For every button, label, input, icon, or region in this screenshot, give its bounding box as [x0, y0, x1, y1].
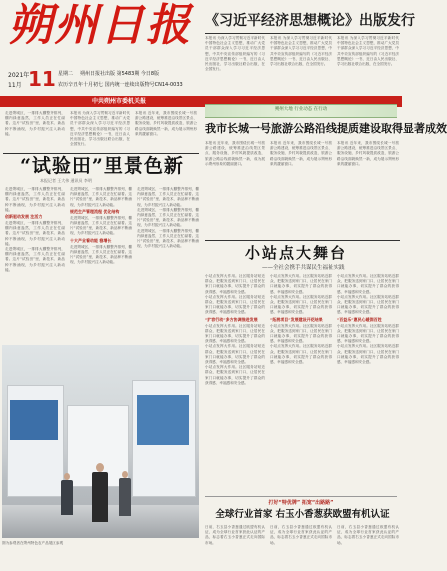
date-block: [8, 67, 198, 94]
road-story-headline[interactable]: 我市长城一号旅游公路沿线提质建设取得显著成效: [205, 122, 447, 135]
field-story-headline[interactable]: “试验田”里景色新: [20, 155, 184, 177]
photo-person-head: [96, 463, 104, 472]
station-subhead-2: “拓展项目”发展建设开花结果: [270, 316, 323, 322]
photo-person-head-2: [64, 473, 70, 480]
issue-info: 朔州日报社出版 第5483期 今日8版: [80, 71, 160, 77]
photo-person: [92, 472, 108, 522]
photo-person-3: [119, 478, 131, 516]
road-story-col3: 本报讯 近年来，我市围绕长城一号旅游公路建设，统筹推进沿线景区景点、服务设施、乡村风貌提质改造，旅游公路沿线面貌焕然一新，成为展示朔州形象的靓丽窗口。: [337, 141, 399, 166]
photo-caption: 图为参观者在朔州特色农产品展区参观: [2, 541, 64, 545]
station-story-col2: 小站点发挥大作用。社区服务站贴近群众，把服务送到家门口，让居民在家门口就能办事，切实提升了群众的获得感、幸福感和安全感。 小站点发挥大作用。社区服务站贴近群众，把服务送到家门口，让居民在家门口就能办事，切实提升了群众的获得感、幸福感和安全感。 “拓展项目”发展建设开花结果 小站点发挥大作用。社区服务站贴近群众，把服务送到家门口，让居民在家门口就能办事，切实提升了群众的获得感、幸福感和安全感。 小站点发挥大作用。社区服务站贴近群众，把服务送到家门口，让居民在家门口就能办事，切实提升了群众的获得感、幸福感和安全感。: [270, 274, 332, 365]
masthead-publisher: 中共朔州市委机关报: [92, 98, 147, 105]
photo-person-2: [61, 480, 73, 515]
field-story-col3: 走进朔城区，一排排大棚整齐排列，棚内绿意盎然，工作人员正在忙碌着。这片“试验田”里，新技术、新品种不断涌现，为乡村振兴注入新动能。 走进朔城区，一排排大棚整齐排列，棚内绿意盎然，工作人员正在忙碌着。这片“试验田”里，新技术、新品种不断涌现，为乡村振兴注入新动能。 走进朔城区，一排排大棚整齐排列，棚内绿意盎然，工作人员正在忙碌着。这片“试验田”里，新技术、新品种不断涌现，为乡村振兴注入新动能。: [137, 187, 199, 249]
divider: [205, 240, 400, 241]
station-story-col3: 小站点发挥大作用。社区服务站贴近群众，把服务送到家门口，让居民在家门口就能办事，切实提升了群众的获得感、幸福感和安全感。 小站点发挥大作用。社区服务站贴近群众，把服务送到家门口，让居民在家门口就能办事，切实提升了群众的获得感、幸福感和安全感。 “百益乐”惠民心暖润百姓 小站点发挥大作用。社区服务站贴近群众，把服务送到家门口，让居民在家门口就能办事，切实提升了群众的获得感、幸福感和安全感。 小站点发挥大作用。社区服务站贴近群众，把服务送到家门口，让居民在家门口就能办事，切实提升了群众的获得感、幸福感和安全感。: [337, 274, 399, 365]
world-story-kicker: 打好“特优牌” 拓宽“出路路”: [268, 500, 334, 506]
top-story-text-col2: 本报讯 为深入学习贯彻习近平新时代中国特色社会主义思想，推动广大党员干部群众深入学习习近平经济思想，中共中央宣传部组织编写的《习近平经济思想概论》一书，近日由人民出版社、学习出版社联合出版，在全国发行。: [270, 36, 332, 67]
newspaper-title: 朔州日报: [8, 0, 192, 51]
field-story-col1: 走进朔城区，一排排大棚整齐排列，棚内绿意盎然，工作人员正在忙碌着。这片“试验田”里，新技术、新品种不断涌现，为乡村振兴注入新动能。 创新驱动发展 注活力 走进朔城区，一排排大棚整齐排列，棚内绿意盎然，工作人员正在忙碌着。这片“试验田”里，新技术、新品种不断涌现，为乡村振兴注入新动能。 走进朔城区，一排排大棚整齐排列，棚内绿意盎然，工作人员正在忙碌着。这片“试验田”里，新技术、新品种不断涌现，为乡村振兴注入新动能。: [5, 187, 65, 272]
lunar-date: 农历辛丑年十月初七 国内统一连续出版物号CN14-0033: [58, 82, 183, 88]
station-story-headline[interactable]: 小站点大舞台: [245, 244, 348, 262]
field-subhead-1: 创新驱动发展 注活力: [5, 214, 43, 220]
field-subhead-3: 十大产业看动能 稳增长: [70, 237, 112, 243]
world-story-col2: 日前，右玉县小香葱通过欧盟有机认证，成为全球行业首家获此认证的产品，标志着右玉小香葱正式走向国际市场。: [270, 525, 332, 545]
left-intro-text: 走进朔城区，一排排大棚整齐排列，棚内绿意盎然，工作人员正在忙碌着。这片“试验田”里，新技术、新品种不断涌现，为乡村振兴注入新动能。: [5, 111, 65, 136]
field-story-col2: 走进朔城区，一排排大棚整齐排列，棚内绿意盎然，工作人员正在忙碌着。这片“试验田”里，新技术、新品种不断涌现，为乡村振兴注入新动能。 规范生产管理流程 优化结构 走进朔城区，一排排大棚整齐排列，棚内绿意盎然，工作人员正在忙碌着。这片“试验田”里，新技术、新品种不断涌现，为乡村振兴注入新动能。 十大产业看动能 稳增长 走进朔城区，一排排大棚整齐排列，棚内绿意盎然，工作人员正在忙碌着。这片“试验田”里，新技术、新品种不断涌现，为乡村振兴注入新动能。: [70, 187, 132, 265]
station-story-col1: 小站点发挥大作用。社区服务站贴近群众，把服务送到家门口，让居民在家门口就能办事，切实提升了群众的获得感、幸福感和安全感。 小站点发挥大作用。社区服务站贴近群众，把服务送到家门口，让居民在家门口就能办事，切实提升了群众的获得感、幸福感和安全感。 “扩容行动”多方协调推进发展 小站点发挥大作用。社区服务站贴近群众，把服务送到家门口，让居民在家门口就能办事，切实提升了群众的获得感、幸福感和安全感。 小站点发挥大作用。社区服务站贴近群众，把服务送到家门口，让居民在家门口就能办事，切实提升了群众的获得感、幸福感和安全感。 小站点发挥大作用。社区服务站贴近群众，把服务送到家门口，让居民在家门口就能办事，切实提升了群众的获得感、幸福感和安全感。: [205, 274, 265, 385]
green-banner-text: 朔州大地 行业动态 在行动: [274, 107, 328, 112]
issue-day: 11: [28, 67, 56, 91]
station-subhead-1: “扩容行动”多方协调推进发展: [205, 316, 258, 322]
top-story-text-col1: 本报讯 为深入学习贯彻习近平新时代中国特色社会主义思想，推动广大党员干部群众深入学习习近平经济思想，中共中央宣传部组织编写的《习近平经济思想概论》一书，近日由人民出版社、学习出版社联合出版，在全国发行。: [205, 36, 265, 72]
photo-person-head-3: [122, 471, 128, 478]
world-story-headline[interactable]: 全球行业首家 右玉小香葱获欧盟有机认证: [215, 509, 390, 520]
left-intro-text-3: 本报讯 近年来，我市围绕长城一号旅游公路建设，统筹推进沿线景区景点、服务设施、乡村风貌提质改造，旅游公路沿线面貌焕然一新，成为展示朔州形象的靓丽窗口。: [135, 111, 197, 136]
station-story-subheadline: ——全社会携手共谋民生福祉实践: [262, 265, 345, 271]
road-story-col2: 本报讯 近年来，我市围绕长城一号旅游公路建设，统筹推进沿线景区景点、服务设施、乡村风貌提质改造，旅游公路沿线面貌焕然一新，成为展示朔州形象的靓丽窗口。: [270, 141, 332, 166]
station-subhead-3: “百益乐”惠民心暖润百姓: [337, 316, 382, 322]
road-story-col1: 本报讯 近年来，我市围绕长城一号旅游公路建设，统筹推进沿线景区景点、服务设施、乡村风貌提质改造，旅游公路沿线面貌焕然一新，成为展示朔州形象的靓丽窗口。: [205, 141, 265, 166]
photo-display-panel: [10, 400, 58, 440]
field-story-byline: 本报记者 王大伟 通讯员 李明: [40, 178, 92, 183]
world-story-col1: 日前，右玉县小香葱通过欧盟有机认证，成为全球行业首家获此认证的产品，标志着右玉小香葱正式走向国际市场。: [205, 525, 265, 545]
issue-month: 11月: [8, 82, 22, 89]
left-intro-text-2: 本报讯 为深入学习贯彻习近平新时代中国特色社会主义思想，推动广大党员干部群众深入学习习近平经济思想，中共中央宣传部组织编写的《习近平经济思想概论》一书，近日由人民出版社、学习出版社联合出版，在全国发行。: [70, 111, 130, 147]
world-story-col3: 日前，右玉县小香葱通过欧盟有机认证，成为全球行业首家获此认证的产品，标志着右玉小香葱正式走向国际市场。: [337, 525, 399, 545]
top-headline[interactable]: 《习近平经济思想概论》出版发行: [205, 13, 415, 29]
news-photo: [2, 345, 199, 538]
issue-weekday: 星期二: [58, 71, 74, 77]
divider: [205, 33, 400, 34]
photo-display-panel-right: [137, 395, 189, 445]
issue-year: 2021年: [8, 72, 30, 79]
divider: [205, 496, 397, 497]
top-story-text-col3: 本报讯 为深入学习贯彻习近平新时代中国特色社会主义思想，推动广大党员干部群众深入学习习近平经济思想，中共中央宣传部组织编写的《习近平经济思想概论》一书，近日由人民出版社、学习出版社联合出版，在全国发行。: [337, 36, 399, 67]
field-subhead-2: 规范生产管理流程 优化结构: [70, 208, 120, 214]
